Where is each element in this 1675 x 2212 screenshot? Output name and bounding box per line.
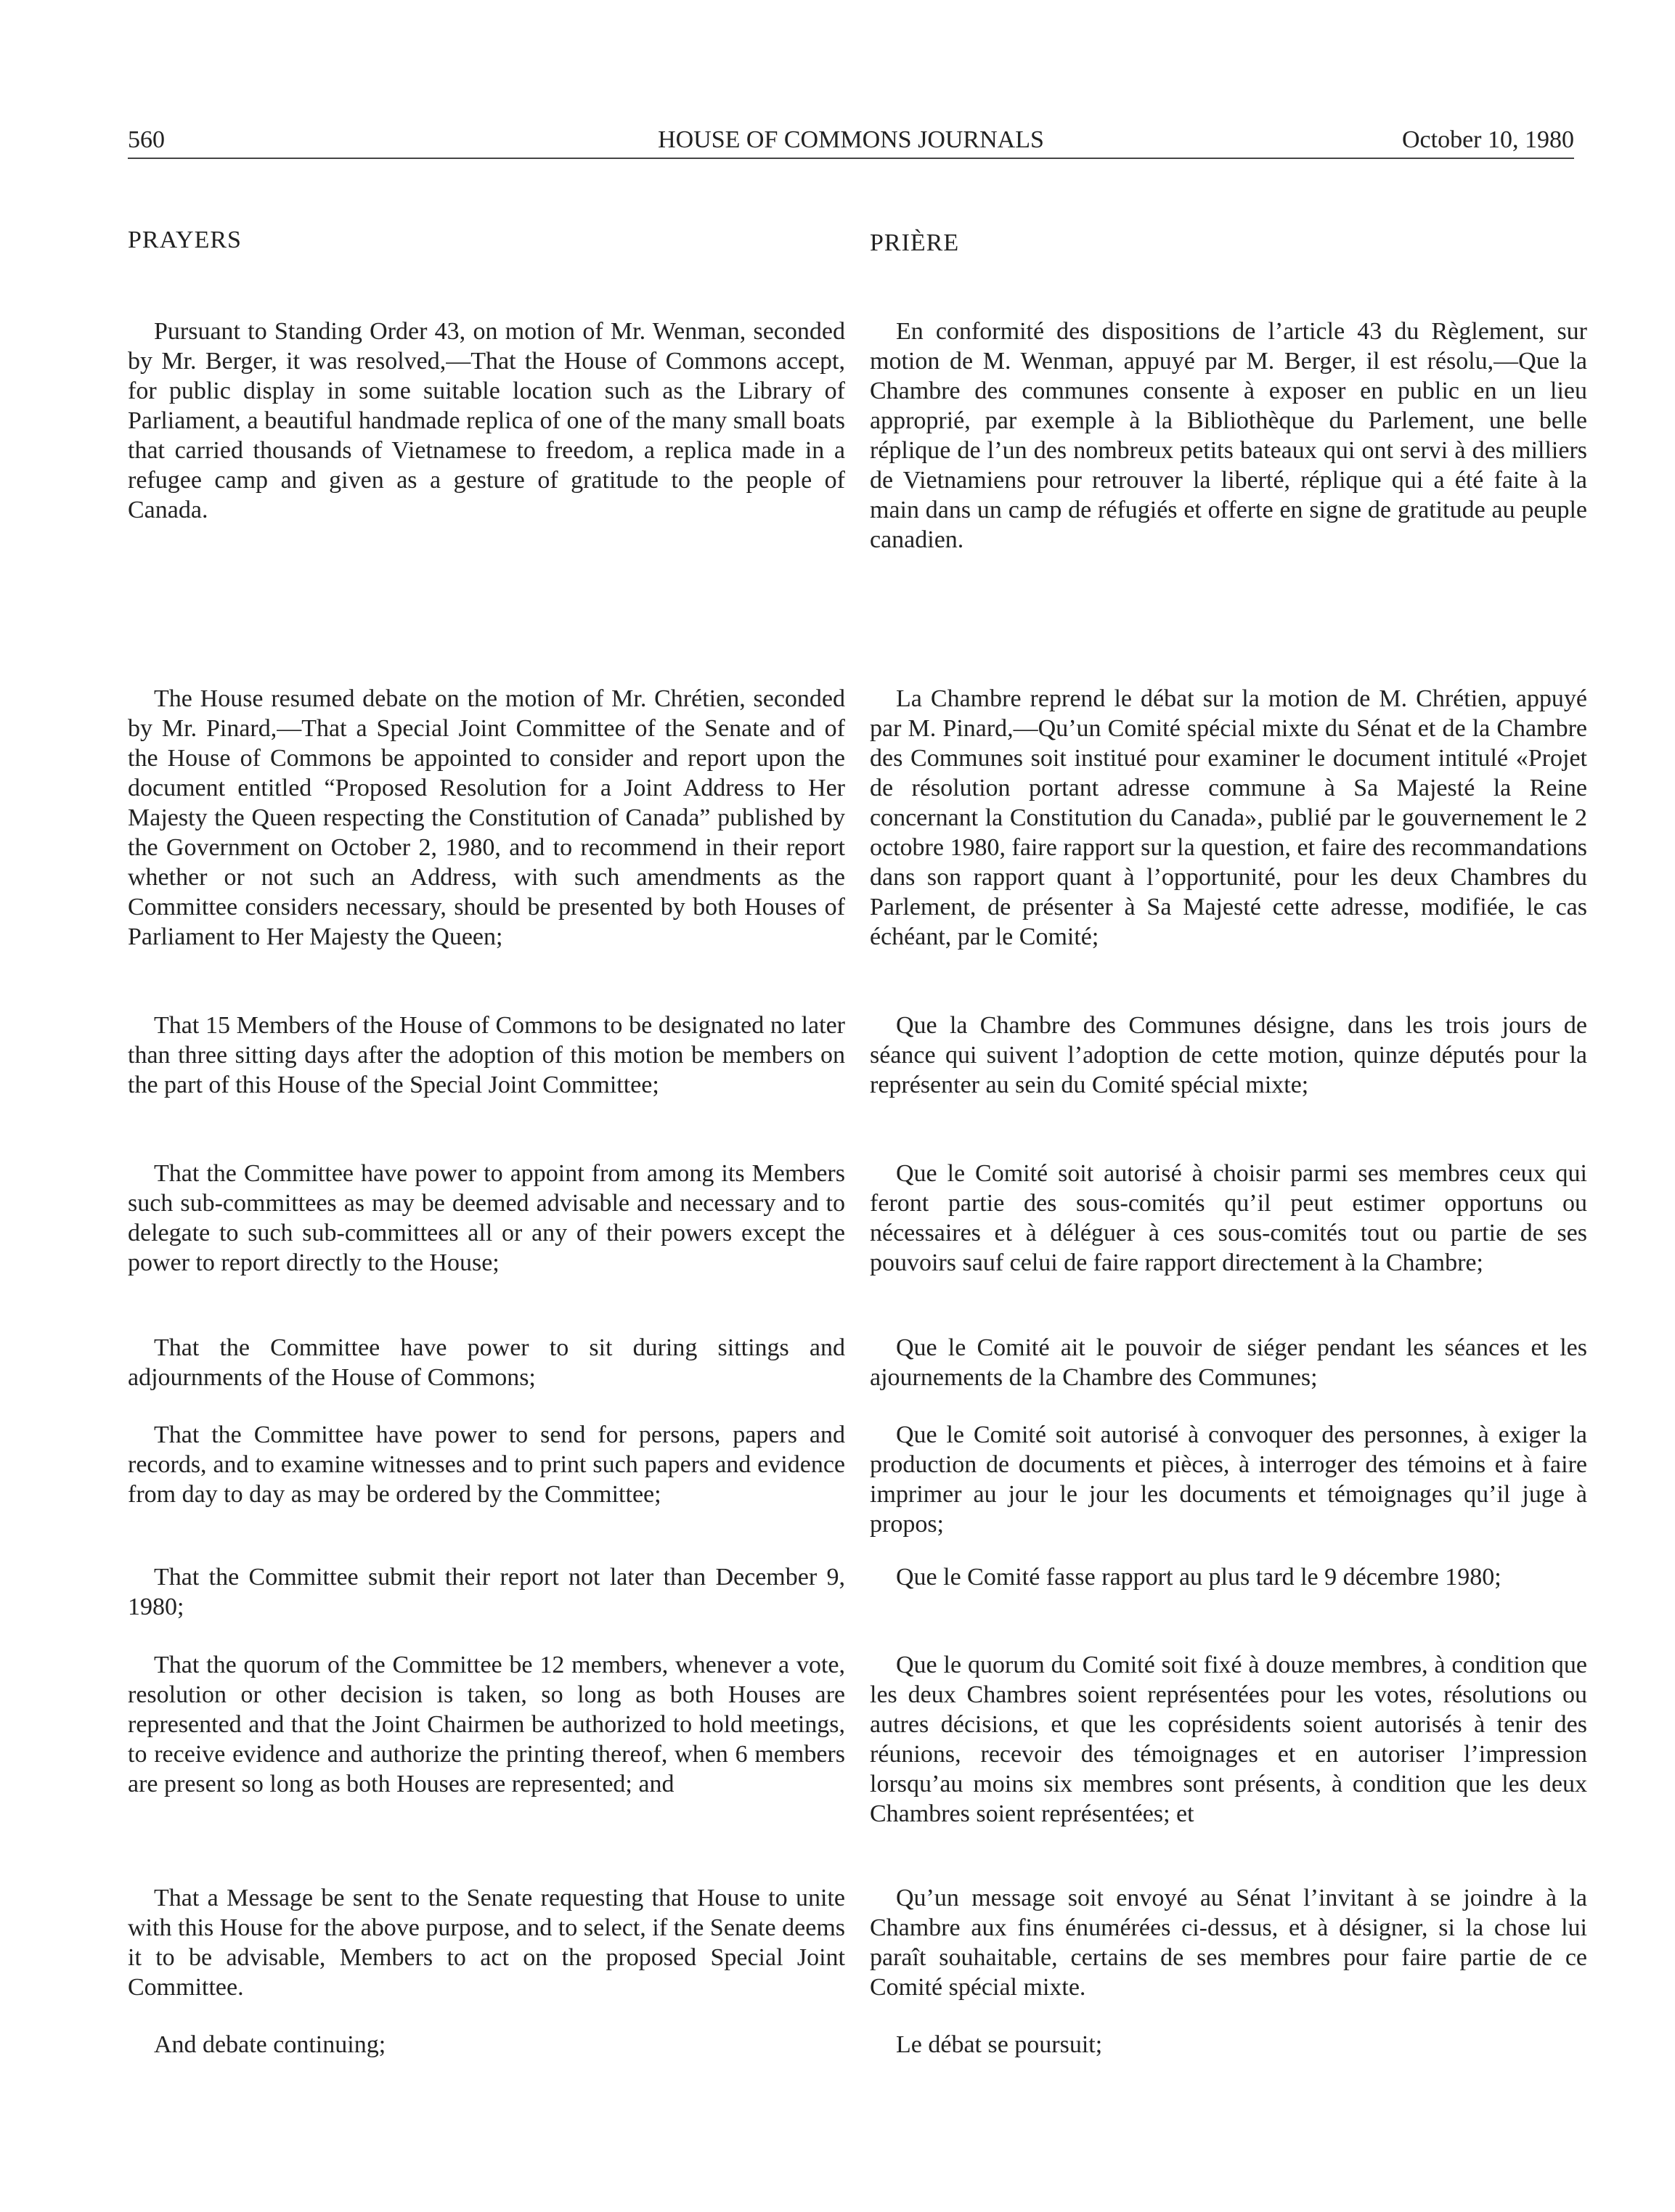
french-paragraph-3: Que la Chambre des Communes désigne, dans les trois jours de séance qui suivent l’adoption de cette motion, quinze députés pour la représenter au sein du Comité spécial mixte; <box>870 1012 1587 1098</box>
english-paragraph-10: And debate continuing; <box>154 2031 386 2058</box>
french-paragraph-4: Que le Comité soit autorisé à choisir parmi ses membres ceux qui feront partie des sous-comités qu’il peut estimer opportuns ou nécessaires et à déléguer à ces sous-comités tout ou partie de ses pouvoirs sauf celui de faire rapport directement à la Chambre; <box>870 1160 1587 1276</box>
french-paragraph-2: La Chambre reprend le débat sur la motion de M. Chrétien, appuyé par M. Pinard,—Qu’un Comité spécial mixte du Sénat et de la Chambre des Communes soit institué pour examiner le document intitulé «Projet de résolution portant adresse commune à Sa Majesté la Reine concernant la Constitution du Canada», publié par le gouvernement le 2 octobre 1980, faire rapport sur la question, et faire des recommandations dans son rapport quant à l’opportunité, pour les deux Chambres du Parlement, de présenter à Sa Majesté cette adresse, modifiée, le cas échéant, par le Comité; <box>870 685 1587 950</box>
english-paragraph-2: The House resumed debate on the motion of Mr. Chrétien, seconded by Mr. Pinard,—That a Special Joint Committee of the Senate and of the House of Commons be appointed to consider and report upon the document entitled “Proposed Resolution for a Joint Address to Her Majesty the Queen respecting the Constitution of Canada” published by the Government on October 2, 1980, and to recommend in their report whether or not such an Address, with such amendments as the Committee considers necessary, should be presented by both Houses of Parliament to Her Majesty the Queen; <box>128 685 845 950</box>
french-paragraph-8: Que le quorum du Comité soit fixé à douze membres, à condition que les deux Chambres soient représentées pour les votes, résolutions ou autres décisions, et que les coprésidents soient autorisés à tenir des réunions, recevoir des témoignages et en autoriser l’impression lorsqu’au moins six membres sont présents, à condition que les deux Chambres soient représentées; et <box>870 1652 1587 1827</box>
french-paragraph-9: Qu’un message soit envoyé au Sénat l’invitant à se joindre à la Chambre aux fins énumérées ci-dessus, et à désigner, si la chose lui paraît souhaitable, certains de ses membres pour faire partie de ce Comité spécial mixte. <box>870 1885 1587 2001</box>
french-paragraph-7: Que le Comité fasse rapport au plus tard le 9 décembre 1980; <box>896 1564 1501 1591</box>
english-paragraph-4: That the Committee have power to appoint from among its Members such sub-committees as may be deemed advisable and necessary and to delegate to such sub-committees all or any of their powers except the power to report directly to the House; <box>128 1160 845 1276</box>
english-paragraph-7: That the Committee submit their report not later than December 9, 1980; <box>128 1564 845 1620</box>
english-paragraph-1: Pursuant to Standing Order 43, on motion of Mr. Wenman, seconded by Mr. Berger, it was resolved,—That the House of Commons accept, for public display in some suitable location such as the Library of Parliament, a beautiful handmade replica of one of the many small boats that carried thousands of Vietnamese to freedom, a replica made in a refugee camp and given as a gesture of gratitude to the people of Canada. <box>128 318 845 523</box>
french-heading: PRIÈRE <box>870 229 960 256</box>
french-paragraph-1: En conformité des dispositions de l’article 43 du Règlement, sur motion de M. Wenman, appuyé par M. Berger, il est résolu,—Que la Chambre des communes consente à exposer en public en un lieu approprié, par exemple à la Bibliothèque du Parlement, une belle réplique de l’un des nombreux petits bateaux qui ont servi à des milliers de Vietnamiens pour retrouver la liberté, réplique qui a été faite à la main dans un camp de réfugiés et offerte en signe de gratitude au peuple canadien. <box>870 318 1587 553</box>
english-paragraph-3: That 15 Members of the House of Commons to be designated no later than three sitting days after the adoption of this motion be members on the part of this House of the Special Joint Committee; <box>128 1012 845 1098</box>
page-date: October 10, 1980 <box>1401 126 1574 153</box>
french-paragraph-10: Le débat se poursuit; <box>896 2031 1103 2058</box>
journal-title: HOUSE OF COMMONS JOURNALS <box>658 126 1044 153</box>
english-heading: PRAYERS <box>128 226 242 253</box>
french-paragraph-6: Que le Comité soit autorisé à convoquer des personnes, à exiger la production de documents et pièces, à interroger des témoins et à faire imprimer au jour le jour les documents et témoignages qu’il juge à propos; <box>870 1421 1587 1538</box>
english-paragraph-8: That the quorum of the Committee be 12 members, whenever a vote, resolution or other decision is taken, so long as both Houses are represented and that the Joint Chairmen be authorized to hold meetings, to receive evidence and authorize the printing thereof, when 6 members are present so long as both Houses are represented; and <box>128 1652 845 1797</box>
english-column <box>128 0 845 2212</box>
english-paragraph-9: That a Message be sent to the Senate requesting that House to unite with this House for the above purpose, and to select, if the Senate deems it to be advisable, Members to act on the proposed Special Joint Committee. <box>128 1885 845 2001</box>
french-column <box>870 0 1587 2212</box>
english-paragraph-5: That the Committee have power to sit during sittings and adjournments of the House of Commons; <box>128 1334 845 1391</box>
english-paragraph-6: That the Committee have power to send for persons, papers and records, and to examine witnesses and to print such papers and evidence from day to day as may be ordered by the Committee; <box>128 1421 845 1508</box>
french-paragraph-5: Que le Comité ait le pouvoir de siéger pendant les séances et les ajournements de la Chambre des Communes; <box>870 1334 1587 1391</box>
page-number: 560 <box>128 126 165 153</box>
